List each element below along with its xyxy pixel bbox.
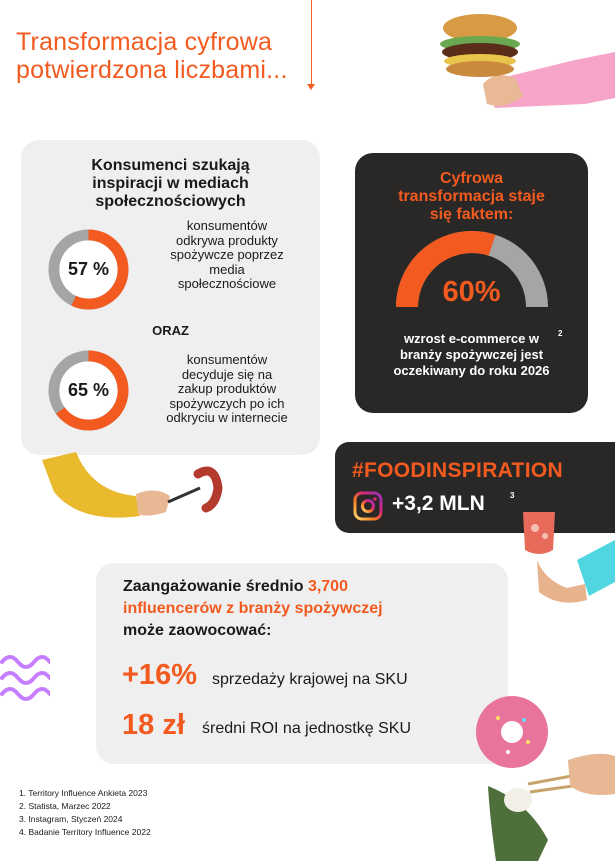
squiggle-decoration <box>0 650 50 706</box>
arrow-head-icon <box>307 84 315 90</box>
desc-line: branży spożywczej jest <box>399 347 544 362</box>
influencer-line-3: może zaowocować: <box>123 622 272 639</box>
desc-line: odkrywa produkty <box>176 232 278 248</box>
ecommerce-card <box>355 153 588 413</box>
gauge-label: 60% <box>442 276 501 308</box>
instagram-count: +3,2 MLN <box>392 492 485 515</box>
drink-hand-illustration <box>515 500 615 630</box>
desc-line: spożywczych po ich <box>169 395 285 411</box>
donut-label-57: 57 % <box>67 259 110 279</box>
influencer-count: 3,700 <box>307 578 348 595</box>
heading-line: inspiracji w mediach <box>92 175 249 192</box>
hashtag: #FOODINSPIRATION <box>352 459 563 482</box>
page-title <box>16 28 288 84</box>
stat1-description <box>145 219 309 292</box>
heading-line: społecznościowych <box>95 193 246 210</box>
connector-oraz: ORAZ <box>152 323 189 338</box>
fork-hand-illustration <box>40 452 230 542</box>
arrow-line <box>311 0 312 86</box>
social-media-heading <box>21 157 320 211</box>
sales-increase-label: sprzedaży krajowej na SKU <box>212 671 408 688</box>
instagram-icon <box>353 491 383 521</box>
donut-hand-illustration <box>468 690 615 861</box>
desc-line: decyduje się na <box>181 366 273 382</box>
footnote-item: 2. Statista, Marzec 2022 <box>19 801 111 811</box>
influencer-card <box>96 563 508 764</box>
desc-line: odkryciu w internecie <box>166 410 288 425</box>
heading-line: Cyfrowa <box>439 170 504 187</box>
desc-line: media <box>209 261 245 277</box>
footnote-item: 3. Instagram, Styczeń 2024 <box>19 814 123 824</box>
heading-line: Konsumenci szukają <box>91 157 250 174</box>
title-line-2: potwierdzona liczbami... <box>16 56 288 84</box>
desc-line: wzrost e-commerce w <box>403 331 540 346</box>
desc-line: spożywcze poprzez <box>170 247 284 262</box>
influencer-line-2: influencerów z branży spożywczej <box>123 600 383 617</box>
heading-line: się faktem: <box>429 206 514 223</box>
desc-line: oczekiwany do roku 2026 <box>393 363 550 378</box>
stat2-description <box>145 353 309 426</box>
sales-increase-value: +16% <box>122 659 197 691</box>
footnotes <box>19 787 151 839</box>
desc-line: społecznościowe <box>177 276 277 291</box>
ecommerce-heading <box>355 170 588 224</box>
footnote-item: 1. Territory Influence Ankieta 2023 <box>19 788 148 798</box>
footnote-item: 4. Badanie Territory Influence 2022 <box>19 827 151 837</box>
footnote-ref: 2 <box>558 329 563 338</box>
roi-value: 18 zł <box>122 709 185 741</box>
desc-line: zakup produktów <box>177 381 277 396</box>
desc-line: konsumentów <box>186 218 268 233</box>
ecommerce-description <box>355 331 588 379</box>
desc-line: konsumentów <box>186 352 268 367</box>
influencer-line-1 <box>123 578 348 596</box>
donut-label-65: 65 % <box>67 380 110 400</box>
line-prefix: Zaangażowanie średnio <box>123 578 308 595</box>
heading-line: transformacja staje <box>398 188 545 205</box>
roi-label: średni ROI na jednostkę SKU <box>202 720 411 737</box>
footnote-ref: 3 <box>510 491 515 500</box>
title-line-1: Transformacja cyfrowa <box>16 28 273 56</box>
social-media-card <box>21 140 320 455</box>
burger-hand-illustration <box>425 0 615 130</box>
